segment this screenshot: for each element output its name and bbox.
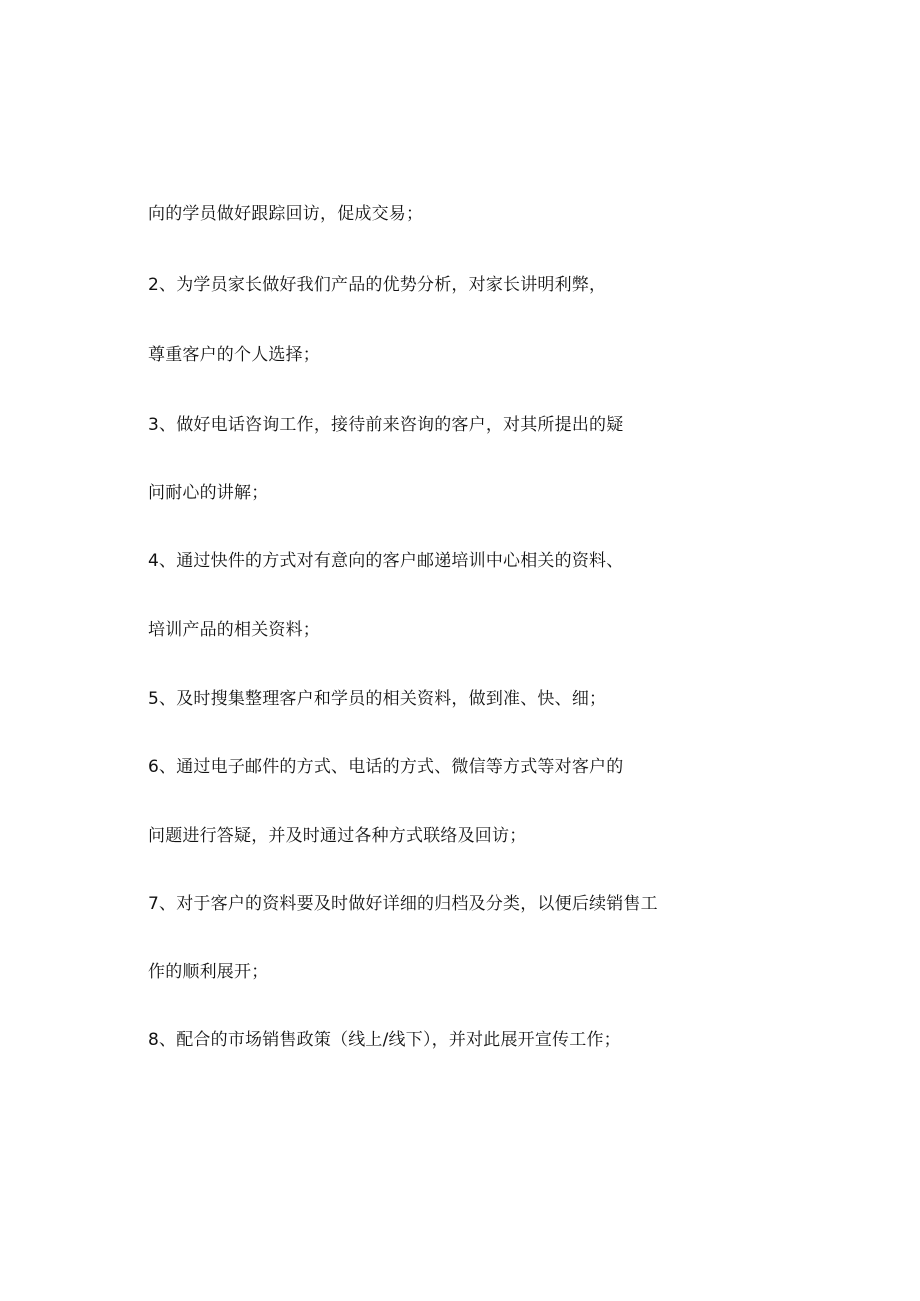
text-line: 问耐心的讲解； bbox=[148, 483, 269, 503]
text-line: 2、为学员家长做好我们产品的优势分析，对家长讲明利弊， bbox=[148, 275, 607, 295]
text-line: 向的学员做好跟踪回访，促成交易； bbox=[148, 204, 424, 224]
text-line: 6、通过电子邮件的方式、电话的方式、微信等方式等对客户的 bbox=[148, 757, 624, 777]
text-line: 作的顺利展开； bbox=[148, 962, 269, 982]
text-line: 培训产品的相关资料； bbox=[148, 620, 320, 640]
text-line: 5、及时搜集整理客户和学员的相关资料，做到准、快、细； bbox=[148, 689, 607, 709]
text-line: 问题进行答疑，并及时通过各种方式联络及回访； bbox=[148, 826, 527, 846]
text-line: 尊重客户的个人选择； bbox=[148, 345, 320, 365]
text-line: 3、做好电话咨询工作，接待前来咨询的客户，对其所提出的疑 bbox=[148, 415, 624, 435]
text-line: 4、通过快件的方式对有意向的客户邮递培训中心相关的资料、 bbox=[148, 551, 624, 571]
text-line: 7、对于客户的资料要及时做好详细的归档及分类，以便后续销售工 bbox=[148, 894, 658, 914]
text-line: 8、配合的市场销售政策（线上/线下），并对此展开宣传工作； bbox=[148, 1030, 621, 1050]
